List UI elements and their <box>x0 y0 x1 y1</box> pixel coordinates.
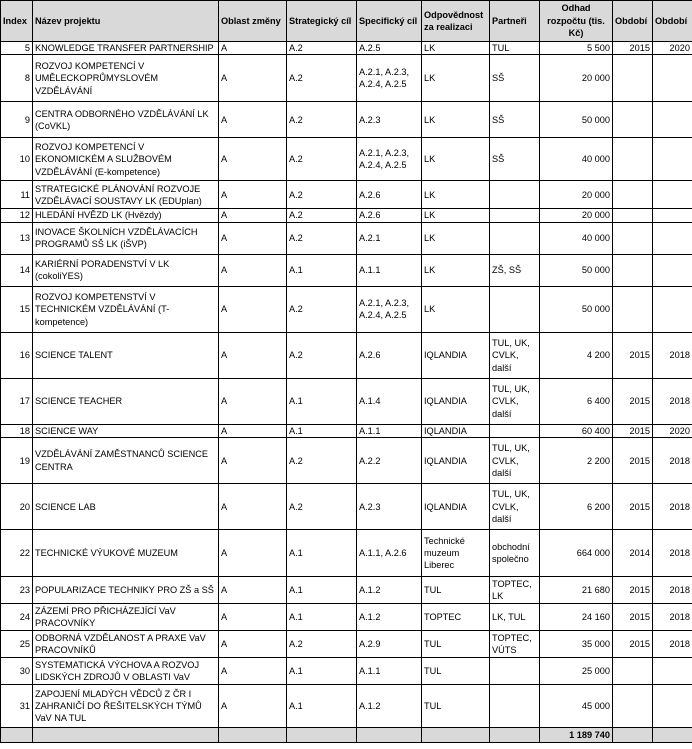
cell-partners: obchodní společno <box>490 530 540 577</box>
cell-period-from <box>613 55 653 102</box>
table-row <box>1 378 692 424</box>
cell-name: SCIENCE TEACHER <box>33 378 219 424</box>
cell-specific-goal: A.2.5 <box>357 42 422 55</box>
total-cell <box>33 728 219 743</box>
cell-budget: 2 200 <box>540 438 613 484</box>
cell-responsibility: Technické muzeum Liberec <box>422 530 490 577</box>
cell-index: 11 <box>1 181 33 209</box>
cell-budget: 24 160 <box>540 604 613 631</box>
cell-oblast: A <box>219 286 287 332</box>
cell-name: STRATEGICKÉ PLÁNOVÁNÍ ROZVOJE VZDĚLÁVACÍ SOUSTAVY LK (EDUplan) <box>33 181 219 209</box>
cell-specific-goal: A.1.2 <box>357 685 422 728</box>
cell-specific-goal: A.2.2 <box>357 438 422 484</box>
cell-strategic-goal: A.2 <box>287 222 357 254</box>
cell-name: TECHNICKÉ VÝUKOVÉ MUZEUM <box>33 530 219 577</box>
cell-budget: 5 500 <box>540 42 613 55</box>
cell-partners: TOPTEC, LK <box>490 577 540 604</box>
col-oblast: Oblast změny <box>219 1 287 42</box>
cell-responsibility: TUL <box>422 631 490 658</box>
cell-specific-goal: A.1.2 <box>357 577 422 604</box>
cell-period-from: 2015 <box>613 604 653 631</box>
cell-period-to: 2018 <box>653 332 692 378</box>
table-row <box>1 55 692 102</box>
cell-specific-goal: A.2.6 <box>357 332 422 378</box>
cell-period-from: 2015 <box>613 631 653 658</box>
cell-specific-goal: A.1.4 <box>357 378 422 424</box>
table-row <box>1 577 692 604</box>
table-row <box>1 604 692 631</box>
cell-index: 13 <box>1 222 33 254</box>
cell-period-from <box>613 685 653 728</box>
cell-strategic-goal: A.2 <box>287 438 357 484</box>
cell-period-to: 2018 <box>653 530 692 577</box>
cell-specific-goal: A.2.3 <box>357 102 422 138</box>
cell-period-to <box>653 55 692 102</box>
cell-name: ODBORNÁ VZDĚLANOST A PRAXE VaV PRACOVNÍKŮ <box>33 631 219 658</box>
cell-budget: 6 200 <box>540 484 613 530</box>
cell-responsibility: IQLANDIA <box>422 332 490 378</box>
cell-period-from: 2015 <box>613 424 653 437</box>
cell-strategic-goal: A.2 <box>287 332 357 378</box>
cell-budget: 20 000 <box>540 181 613 209</box>
cell-budget: 35 000 <box>540 631 613 658</box>
cell-strategic-goal: A.1 <box>287 254 357 286</box>
cell-name: CENTRA ODBORNÉHO VZDĚLÁVÁNÍ LK (CoVKL) <box>33 102 219 138</box>
cell-specific-goal: A.1.1 <box>357 658 422 685</box>
total-cell <box>490 728 540 743</box>
cell-partners: LK, TUL <box>490 604 540 631</box>
total-cell <box>653 728 692 743</box>
cell-period-from: 2015 <box>613 438 653 484</box>
cell-responsibility: IQLANDIA <box>422 438 490 484</box>
cell-period-to: 2018 <box>653 577 692 604</box>
table-row <box>1 658 692 685</box>
cell-budget: 21 680 <box>540 577 613 604</box>
cell-period-from <box>613 102 653 138</box>
cell-partners <box>490 286 540 332</box>
cell-period-to: 2018 <box>653 631 692 658</box>
cell-specific-goal: A.1.2 <box>357 604 422 631</box>
cell-budget: 25 000 <box>540 658 613 685</box>
cell-strategic-goal: A.2 <box>287 55 357 102</box>
cell-budget: 50 000 <box>540 254 613 286</box>
cell-index: 12 <box>1 209 33 222</box>
cell-strategic-goal: A.2 <box>287 42 357 55</box>
cell-partners: SŠ <box>490 55 540 102</box>
cell-index: 20 <box>1 484 33 530</box>
col-specific-goal: Specifický cíl <box>357 1 422 42</box>
cell-partners: TOPTEC, VÚTS <box>490 631 540 658</box>
cell-responsibility: TOPTEC <box>422 604 490 631</box>
cell-oblast: A <box>219 438 287 484</box>
cell-name: ROZVOJ KOMPETENCÍ V EKONOMICKÉM A SLUŽBOVÉM VZDĚLÁVÁNÍ (E-kompetence) <box>33 138 219 181</box>
cell-oblast: A <box>219 631 287 658</box>
cell-period-from: 2015 <box>613 42 653 55</box>
cell-budget: 664 000 <box>540 530 613 577</box>
cell-strategic-goal: A.1 <box>287 378 357 424</box>
cell-name: KARIÉRNÍ PORADENSTVÍ V LK (cokoliYES) <box>33 254 219 286</box>
cell-oblast: A <box>219 332 287 378</box>
cell-partners <box>490 181 540 209</box>
cell-budget: 20 000 <box>540 55 613 102</box>
cell-index: 15 <box>1 286 33 332</box>
cell-specific-goal: A.2.1, A.2.3, A.2.4, A.2.5 <box>357 286 422 332</box>
cell-specific-goal: A.2.6 <box>357 181 422 209</box>
cell-strategic-goal: A.1 <box>287 424 357 437</box>
table-row <box>1 286 692 332</box>
cell-period-to: 2018 <box>653 484 692 530</box>
col-responsibility: Odpovědnost za realizaci <box>422 1 490 42</box>
table-body <box>1 42 692 743</box>
cell-name: POPULARIZACE TECHNIKY PRO ZŠ a SŠ <box>33 577 219 604</box>
cell-oblast: A <box>219 577 287 604</box>
cell-name: HLEDÁNÍ HVĚZD LK (Hvězdy) <box>33 209 219 222</box>
cell-oblast: A <box>219 658 287 685</box>
cell-period-from: 2015 <box>613 577 653 604</box>
cell-partners: TUL <box>490 42 540 55</box>
total-budget: 1 189 740 <box>540 728 613 743</box>
cell-responsibility: LK <box>422 286 490 332</box>
cell-responsibility: LK <box>422 42 490 55</box>
cell-period-from <box>613 658 653 685</box>
cell-period-to <box>653 102 692 138</box>
cell-specific-goal: A.1.1 <box>357 424 422 437</box>
cell-specific-goal: A.2.1, A.2.3, A.2.4, A.2.5 <box>357 138 422 181</box>
total-row <box>1 728 692 743</box>
cell-period-from: 2015 <box>613 484 653 530</box>
cell-partners: SŠ <box>490 138 540 181</box>
total-cell <box>613 728 653 743</box>
cell-responsibility: LK <box>422 222 490 254</box>
cell-index: 5 <box>1 42 33 55</box>
col-partners: Partneři <box>490 1 540 42</box>
cell-strategic-goal: A.2 <box>287 102 357 138</box>
cell-period-from: 2015 <box>613 332 653 378</box>
cell-strategic-goal: A.2 <box>287 209 357 222</box>
cell-period-to <box>653 138 692 181</box>
cell-specific-goal: A.2.6 <box>357 209 422 222</box>
cell-partners: SŠ <box>490 102 540 138</box>
cell-period-to: 2020 <box>653 42 692 55</box>
col-strategic-goal: Strategický cíl <box>287 1 357 42</box>
cell-name: VZDĚLÁVÁNÍ ZAMĚSTNANCŮ SCIENCE CENTRA <box>33 438 219 484</box>
cell-specific-goal: A.1.1 <box>357 254 422 286</box>
cell-specific-goal: A.1.1, A.2.6 <box>357 530 422 577</box>
cell-name: SYSTEMATICKÁ VÝCHOVA A ROZVOJ LIDSKÝCH ZDROJŮ V OBLASTI VaV <box>33 658 219 685</box>
cell-budget: 4 200 <box>540 332 613 378</box>
cell-name: ZAPOJENÍ MLADÝCH VĚDCŮ Z ČR I ZAHRANIČÍ DO ŘEŠITELSKÝCH TÝMŮ VaV NA TUL <box>33 685 219 728</box>
cell-period-to <box>653 685 692 728</box>
cell-oblast: A <box>219 222 287 254</box>
table-row <box>1 438 692 484</box>
cell-name: KNOWLEDGE TRANSFER PARTNERSHIP <box>33 42 219 55</box>
cell-period-from: 2015 <box>613 378 653 424</box>
cell-index: 23 <box>1 577 33 604</box>
cell-partners: ZŠ, SŠ <box>490 254 540 286</box>
cell-oblast: A <box>219 138 287 181</box>
cell-name: SCIENCE TALENT <box>33 332 219 378</box>
cell-budget: 40 000 <box>540 138 613 181</box>
cell-strategic-goal: A.2 <box>287 484 357 530</box>
header-row <box>1 1 692 42</box>
total-cell <box>1 728 33 743</box>
cell-oblast: A <box>219 378 287 424</box>
cell-period-to <box>653 181 692 209</box>
cell-responsibility: LK <box>422 209 490 222</box>
cell-responsibility: TUL <box>422 658 490 685</box>
cell-index: 24 <box>1 604 33 631</box>
cell-budget: 40 000 <box>540 222 613 254</box>
cell-index: 19 <box>1 438 33 484</box>
cell-budget: 45 000 <box>540 685 613 728</box>
cell-strategic-goal: A.2 <box>287 138 357 181</box>
cell-strategic-goal: A.1 <box>287 530 357 577</box>
cell-oblast: A <box>219 209 287 222</box>
table-row <box>1 631 692 658</box>
cell-index: 22 <box>1 530 33 577</box>
cell-index: 18 <box>1 424 33 437</box>
total-cell <box>287 728 357 743</box>
cell-partners <box>490 658 540 685</box>
cell-name: ROZVOJ KOMPETENSTVÍ V TECHNICKÉM VZDĚLÁVÁNÍ (T-kompetence) <box>33 286 219 332</box>
cell-strategic-goal: A.1 <box>287 577 357 604</box>
table-row <box>1 222 692 254</box>
cell-budget: 50 000 <box>540 286 613 332</box>
cell-partners: TUL, UK, CVLK, další <box>490 484 540 530</box>
cell-period-to <box>653 658 692 685</box>
cell-index: 16 <box>1 332 33 378</box>
cell-specific-goal: A.2.1, A.2.3, A.2.4, A.2.5 <box>357 55 422 102</box>
cell-specific-goal: A.2.3 <box>357 484 422 530</box>
cell-name: ZÁZEMÍ PRO PŘICHÁZEJÍCÍ VaV PRACOVNÍKY <box>33 604 219 631</box>
cell-index: 10 <box>1 138 33 181</box>
table-row <box>1 424 692 437</box>
table-row <box>1 138 692 181</box>
cell-name: ROZVOJ KOMPETENCÍ V UMĚLECKOPRŮMYSLOVÉM VZDĚLÁVÁNÍ <box>33 55 219 102</box>
cell-responsibility: TUL <box>422 577 490 604</box>
table-row <box>1 42 692 55</box>
table-row <box>1 181 692 209</box>
cell-oblast: A <box>219 424 287 437</box>
cell-partners: TUL, UK, CVLK, další <box>490 332 540 378</box>
cell-index: 25 <box>1 631 33 658</box>
cell-budget: 6 400 <box>540 378 613 424</box>
cell-oblast: A <box>219 685 287 728</box>
table-row <box>1 254 692 286</box>
cell-index: 30 <box>1 658 33 685</box>
cell-oblast: A <box>219 254 287 286</box>
cell-oblast: A <box>219 42 287 55</box>
cell-strategic-goal: A.1 <box>287 685 357 728</box>
cell-period-to <box>653 222 692 254</box>
cell-period-from <box>613 254 653 286</box>
cell-strategic-goal: A.2 <box>287 181 357 209</box>
cell-responsibility: IQLANDIA <box>422 484 490 530</box>
cell-index: 9 <box>1 102 33 138</box>
cell-oblast: A <box>219 55 287 102</box>
cell-period-from: 2014 <box>613 530 653 577</box>
cell-responsibility: IQLANDIA <box>422 424 490 437</box>
cell-responsibility: LK <box>422 254 490 286</box>
cell-name: INOVACE ŠKOLNÍCH VZDĚLÁVACÍCH PROGRAMŮ SŠ LK (iŠVP) <box>33 222 219 254</box>
cell-name: SCIENCE LAB <box>33 484 219 530</box>
cell-index: 17 <box>1 378 33 424</box>
cell-oblast: A <box>219 181 287 209</box>
cell-partners <box>490 209 540 222</box>
cell-oblast: A <box>219 530 287 577</box>
cell-oblast: A <box>219 484 287 530</box>
cell-partners <box>490 222 540 254</box>
cell-oblast: A <box>219 604 287 631</box>
cell-responsibility: LK <box>422 102 490 138</box>
cell-period-to: 2020 <box>653 424 692 437</box>
cell-budget: 50 000 <box>540 102 613 138</box>
cell-responsibility: LK <box>422 55 490 102</box>
cell-period-to <box>653 254 692 286</box>
total-cell <box>357 728 422 743</box>
cell-partners <box>490 685 540 728</box>
cell-specific-goal: A.2.1 <box>357 222 422 254</box>
cell-partners <box>490 424 540 437</box>
cell-partners: TUL, UK, CVLK, další <box>490 438 540 484</box>
table-row <box>1 530 692 577</box>
cell-responsibility: LK <box>422 138 490 181</box>
cell-budget: 20 000 <box>540 209 613 222</box>
cell-strategic-goal: A.2 <box>287 631 357 658</box>
cell-index: 8 <box>1 55 33 102</box>
col-period-to: Období <box>653 1 692 42</box>
table-row <box>1 332 692 378</box>
total-cell <box>422 728 490 743</box>
table-row <box>1 484 692 530</box>
cell-period-from <box>613 181 653 209</box>
cell-index: 31 <box>1 685 33 728</box>
col-name: Název projektu <box>33 1 219 42</box>
cell-period-to <box>653 209 692 222</box>
cell-name: SCIENCE WAY <box>33 424 219 437</box>
cell-period-to <box>653 286 692 332</box>
cell-index: 14 <box>1 254 33 286</box>
col-budget: Odhad rozpočtu (tis. Kč) <box>540 1 613 42</box>
cell-period-from <box>613 209 653 222</box>
cell-budget: 60 400 <box>540 424 613 437</box>
table-row <box>1 685 692 728</box>
cell-period-from <box>613 138 653 181</box>
cell-period-from <box>613 222 653 254</box>
cell-oblast: A <box>219 102 287 138</box>
table-row <box>1 102 692 138</box>
cell-period-to: 2018 <box>653 438 692 484</box>
col-index: Index <box>1 1 33 42</box>
total-cell <box>219 728 287 743</box>
cell-partners: TUL, UK, CVLK, další <box>490 378 540 424</box>
cell-responsibility: IQLANDIA <box>422 378 490 424</box>
cell-responsibility: LK <box>422 181 490 209</box>
cell-strategic-goal: A.1 <box>287 604 357 631</box>
cell-period-to: 2018 <box>653 378 692 424</box>
cell-responsibility: TUL <box>422 685 490 728</box>
cell-strategic-goal: A.1 <box>287 658 357 685</box>
col-period-from: Období <box>613 1 653 42</box>
cell-period-from <box>613 286 653 332</box>
cell-strategic-goal: A.2 <box>287 286 357 332</box>
cell-specific-goal: A.2.9 <box>357 631 422 658</box>
cell-period-to: 2018 <box>653 604 692 631</box>
table-row <box>1 209 692 222</box>
